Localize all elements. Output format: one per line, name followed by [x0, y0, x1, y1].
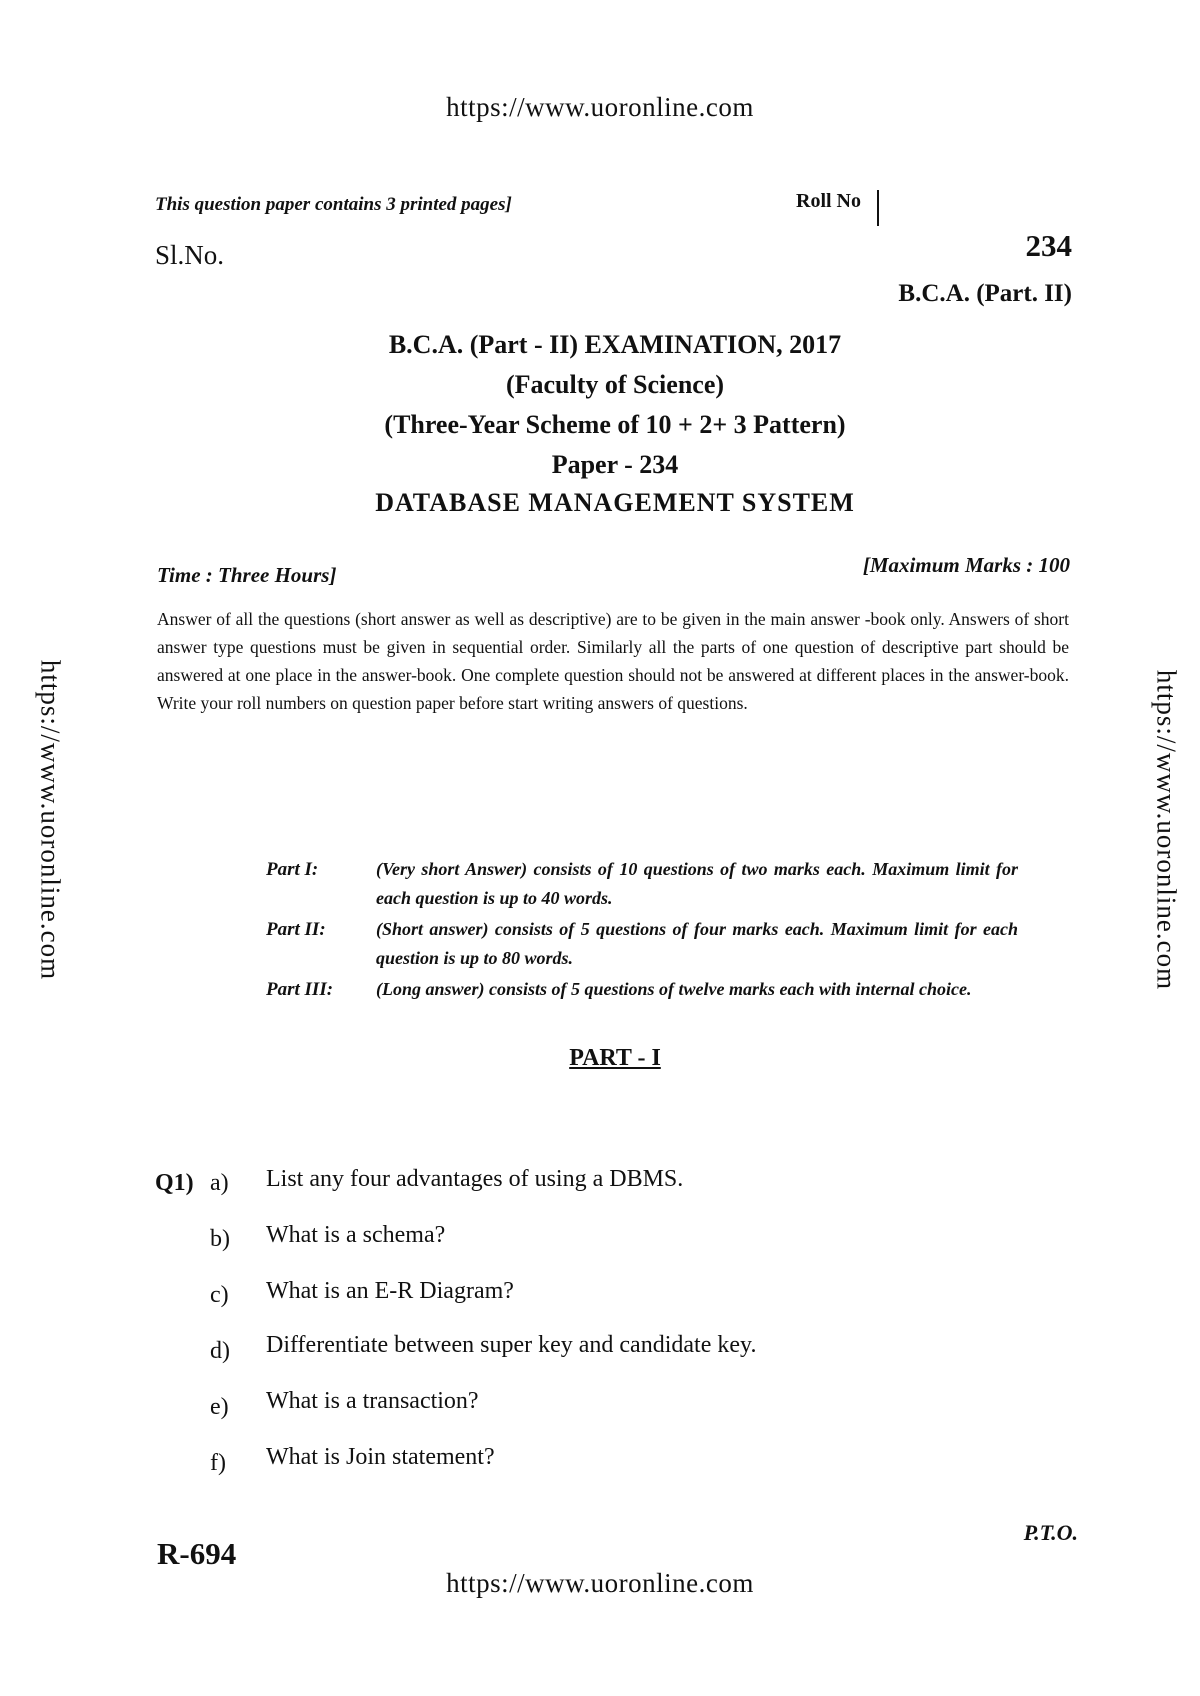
- section-title: PART - I: [569, 1045, 661, 1071]
- roll-number-box: [877, 190, 879, 226]
- part-label: Part III:: [266, 979, 334, 1000]
- part-row: [266, 855, 1018, 913]
- page-count-note: This question paper contains 3 printed pages]: [155, 194, 512, 215]
- watermark-url-bottom: https://www.uoronline.com: [446, 1568, 754, 1598]
- question-letter: c): [210, 1282, 229, 1308]
- subject-title: DATABASE MANAGEMENT SYSTEM: [375, 488, 855, 517]
- question-letter: d): [210, 1338, 230, 1364]
- part-label: Part II:: [266, 919, 326, 940]
- time-allowed: Time : Three Hours]: [157, 563, 337, 587]
- part-text: (Short answer) consists of 5 questions of four marks each. Maximum limit for each question is up to 80 words.: [376, 919, 1018, 968]
- question-text: What is a transaction?: [266, 1388, 479, 1414]
- question-text: What is an E-R Diagram?: [266, 1278, 514, 1304]
- course-part-label: B.C.A. (Part. II): [898, 280, 1072, 307]
- part-text: (Long answer) consists of 5 questions of twelve marks each with internal choice.: [376, 979, 972, 999]
- faculty-title: (Faculty of Science): [505, 370, 725, 399]
- question-letter: f): [210, 1450, 226, 1476]
- paper-title: Paper - 234: [551, 450, 679, 479]
- roll-number-label: Roll No: [796, 190, 861, 212]
- question-text: List any four advantages of using a DBMS.: [266, 1166, 684, 1192]
- watermark-url-right: https://www.uoronline.com: [1151, 669, 1182, 991]
- part-row: [266, 975, 1018, 1004]
- part-text: (Very short Answer) consists of 10 questions of two marks each. Maximum limit for each question is up to 40 words.: [376, 859, 1018, 908]
- question-text: What is Join statement?: [266, 1444, 495, 1470]
- question-text: Differentiate between super key and candidate key.: [266, 1332, 757, 1358]
- question-letter: b): [210, 1226, 230, 1252]
- part-row: [266, 915, 1018, 973]
- scheme-title: (Three-Year Scheme of 10 + 2+ 3 Pattern): [384, 410, 846, 439]
- watermark-url-top: https://www.uoronline.com: [446, 92, 754, 122]
- instructions-paragraph: Answer of all the questions (short answer as well as descriptive) are to be given in the main answer -book only. Answers of short answer type questions must be given in sequential order. Similarly all the parts of one question of descriptive part should be answered at one place in the answer-book. One complete question should not be answered at different places in the answer-book. Write your roll numbers on question paper before start writing answers of questions.: [157, 609, 1069, 713]
- question-letter: e): [210, 1394, 229, 1420]
- parts-description: [266, 855, 1018, 1006]
- paper-reference-code: R-694: [157, 1536, 237, 1571]
- watermark-url-left: https://www.uoronline.com: [35, 659, 66, 981]
- please-turn-over: P.T.O.: [1023, 1520, 1078, 1545]
- serial-number-label: Sl.No.: [155, 240, 225, 270]
- paper-code: 234: [1025, 228, 1072, 263]
- question-text: What is a schema?: [266, 1222, 446, 1248]
- question-letter: a): [210, 1170, 229, 1196]
- exam-title: B.C.A. (Part - II) EXAMINATION, 2017: [388, 330, 842, 359]
- maximum-marks: [Maximum Marks : 100: [862, 553, 1070, 577]
- part-label: Part I:: [266, 859, 319, 880]
- question-number: Q1): [155, 1170, 194, 1196]
